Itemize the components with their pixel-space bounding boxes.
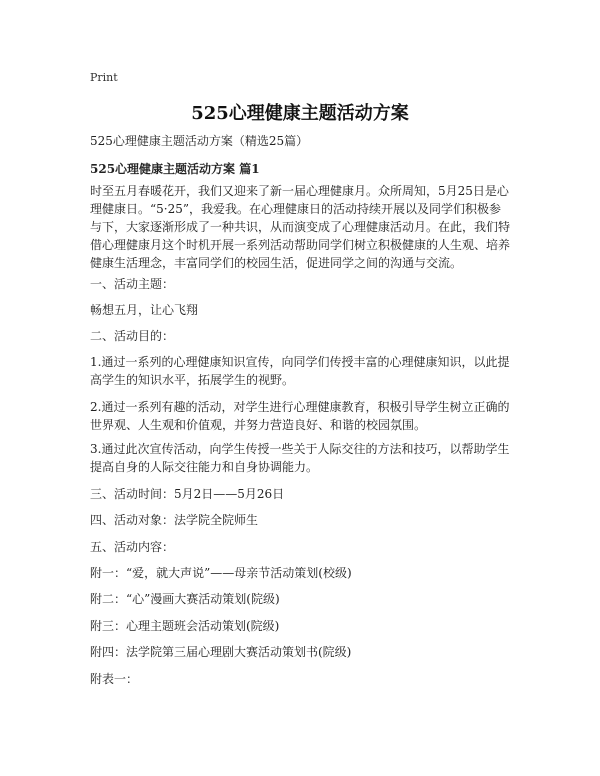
appendix-item-1: 附一：“爱，就大声说”——母亲节活动策划(校级) — [90, 566, 352, 580]
table-label: 附表一： — [90, 672, 139, 686]
appendix-item-3: 附三：心理主题班会活动策划(院级) — [90, 619, 280, 633]
content-heading: 五、活动内容： — [90, 540, 175, 554]
purpose-heading: 二、活动目的： — [90, 329, 175, 343]
page-title: 525心理健康主题活动方案 — [191, 103, 409, 124]
purpose-item-1: 1.通过一系列的心理健康知识宣传，向同学们传授丰富的心理健康知识，以此提高学生的知识水平，拓展学生的视野。 — [90, 355, 510, 387]
section-heading: 525心理健康主题活动方案 篇1 — [90, 162, 260, 176]
purpose-item-2: 2.通过一系列有趣的活动，对学生进行心理健康教育，积极引导学生树立正确的世界观、人生观和价值观，并努力营造良好、和谐的校园氛围。 — [90, 400, 510, 432]
purpose-item-3: 3.通过此次宣传活动，向学生传授一些关于人际交往的方法和技巧，以帮助学生提高自身的人际交往能力和自身协调能力。 — [90, 442, 510, 474]
appendix-item-2: 附二：“心”漫画大赛活动策划(院级) — [90, 592, 280, 606]
activity-audience: 四、活动对象：法学院全院师生 — [90, 513, 259, 527]
theme-heading: 一、活动主题： — [90, 277, 175, 291]
document-subtitle: 525心理健康主题活动方案（精选25篇） — [90, 134, 309, 148]
activity-time: 三、活动时间：5月2日——5月26日 — [90, 487, 285, 501]
theme-text: 畅想五月，让心飞翔 — [90, 303, 199, 317]
appendix-item-4: 附四：法学院第三届心理剧大赛活动策划书(院级) — [90, 645, 352, 659]
print-link[interactable]: Print — [90, 71, 118, 84]
intro-paragraph: 时至五月春暖花开，我们又迎来了新一届心理健康月。众所周知，5月25日是心理健康日。“5·25”，我爱我。在心理健康日的活动持续开展以及同学们积极参与下，大家逐渐形成了一种共识，从而演变成了心理健康活动月。在此，我们特借心理健康月这个时机开展一系列活动帮助同学们树立积极健康的人生观、培养健康生活理念，丰富同学们的校园生活，促进同学之间的沟通与交流。 — [90, 184, 511, 270]
